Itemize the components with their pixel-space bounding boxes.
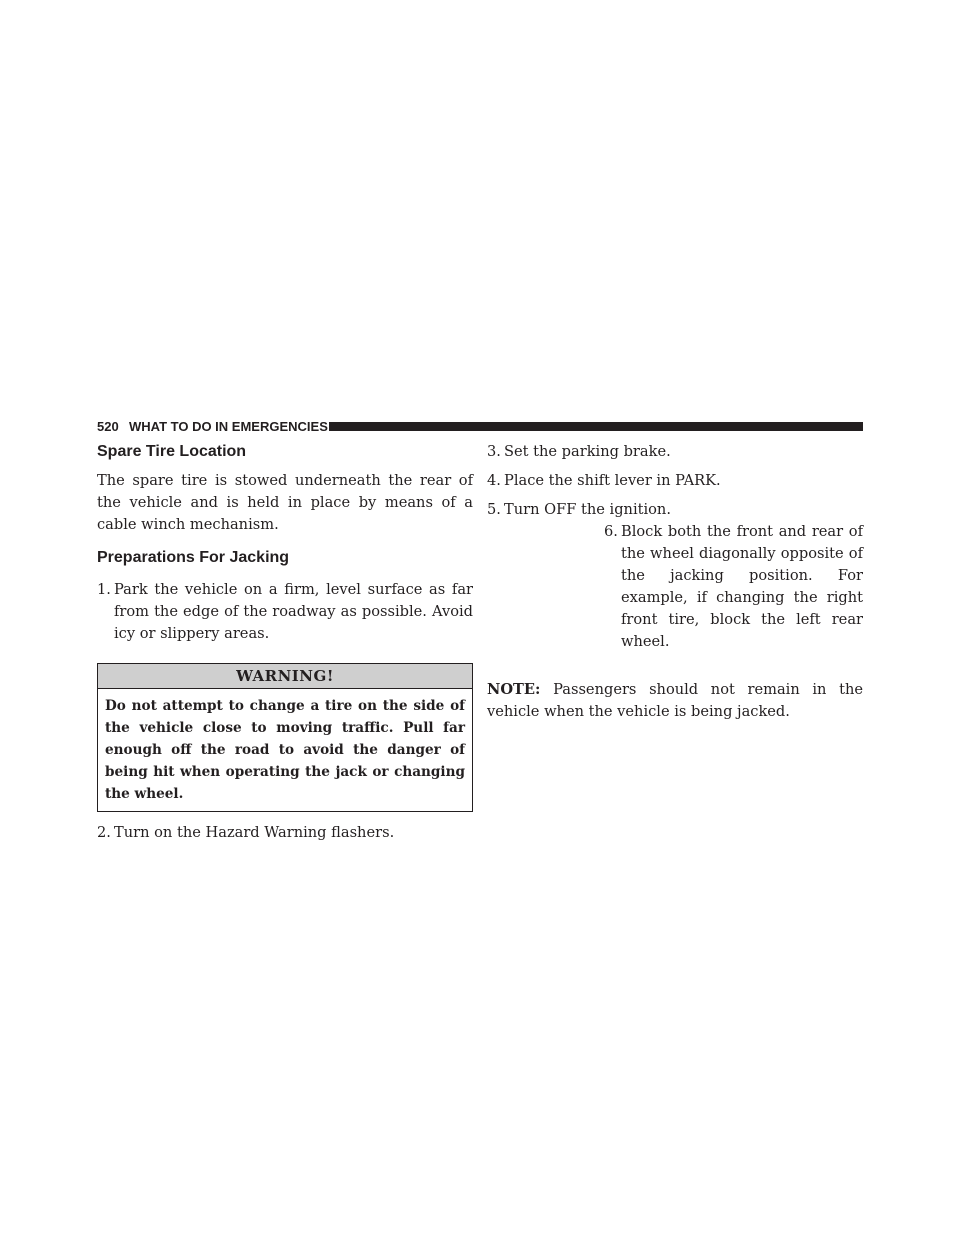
header-rule [329, 422, 863, 431]
step-number: 3. [487, 443, 501, 460]
list-item [604, 521, 863, 653]
section-title: WHAT TO DO IN EMERGENCIES [129, 419, 328, 434]
step-text: Turn OFF the ignition. [504, 501, 671, 518]
spare-tire-paragraph: The spare tire is stowed underneath the rear of the vehicle and is held in place by means of a cable winch mechanism. [97, 472, 473, 533]
step-number: 4. [487, 472, 501, 489]
list-item [97, 579, 473, 645]
page-header [97, 418, 863, 436]
list-item [487, 470, 863, 492]
step-text: Set the parking brake. [504, 443, 671, 460]
list-item [487, 499, 863, 521]
step-number: 6. [604, 523, 618, 540]
note-label: NOTE: [487, 681, 541, 698]
preparations-heading: Preparations For Jacking [97, 549, 290, 566]
warning-box [97, 663, 473, 812]
page-number: 520 [97, 419, 119, 434]
warning-text: Do not attempt to change a tire on the side of the vehicle close to moving traffic. Pull far enough off the road to avoid the danger of being hit when operating the jack or changing the wheel. [105, 698, 465, 802]
step-text: Place the shift lever in PARK. [504, 472, 721, 489]
step-number: 5. [487, 501, 501, 518]
step-text: Block both the front and rear of the wheel diagonally opposite of the jacking position. For example, if changing the right front tire, block the left rear wheel. [621, 523, 863, 650]
note-text: Passengers should not remain in the vehicle when the vehicle is being jacked. [487, 681, 863, 720]
step-number: 2. [97, 824, 111, 841]
right-column [487, 440, 863, 723]
warning-title: WARNING! [98, 664, 472, 689]
list-item [97, 822, 473, 844]
step-text: Turn on the Hazard Warning flashers. [114, 824, 395, 841]
step-number: 1. [97, 581, 111, 598]
note-paragraph [487, 679, 863, 723]
left-column [97, 440, 473, 844]
step-text: Park the vehicle on a firm, level surface as far from the edge of the roadway as possible. Avoid icy or slippery areas. [114, 581, 473, 642]
list-item [487, 441, 863, 463]
spare-tire-heading: Spare Tire Location [97, 443, 247, 460]
